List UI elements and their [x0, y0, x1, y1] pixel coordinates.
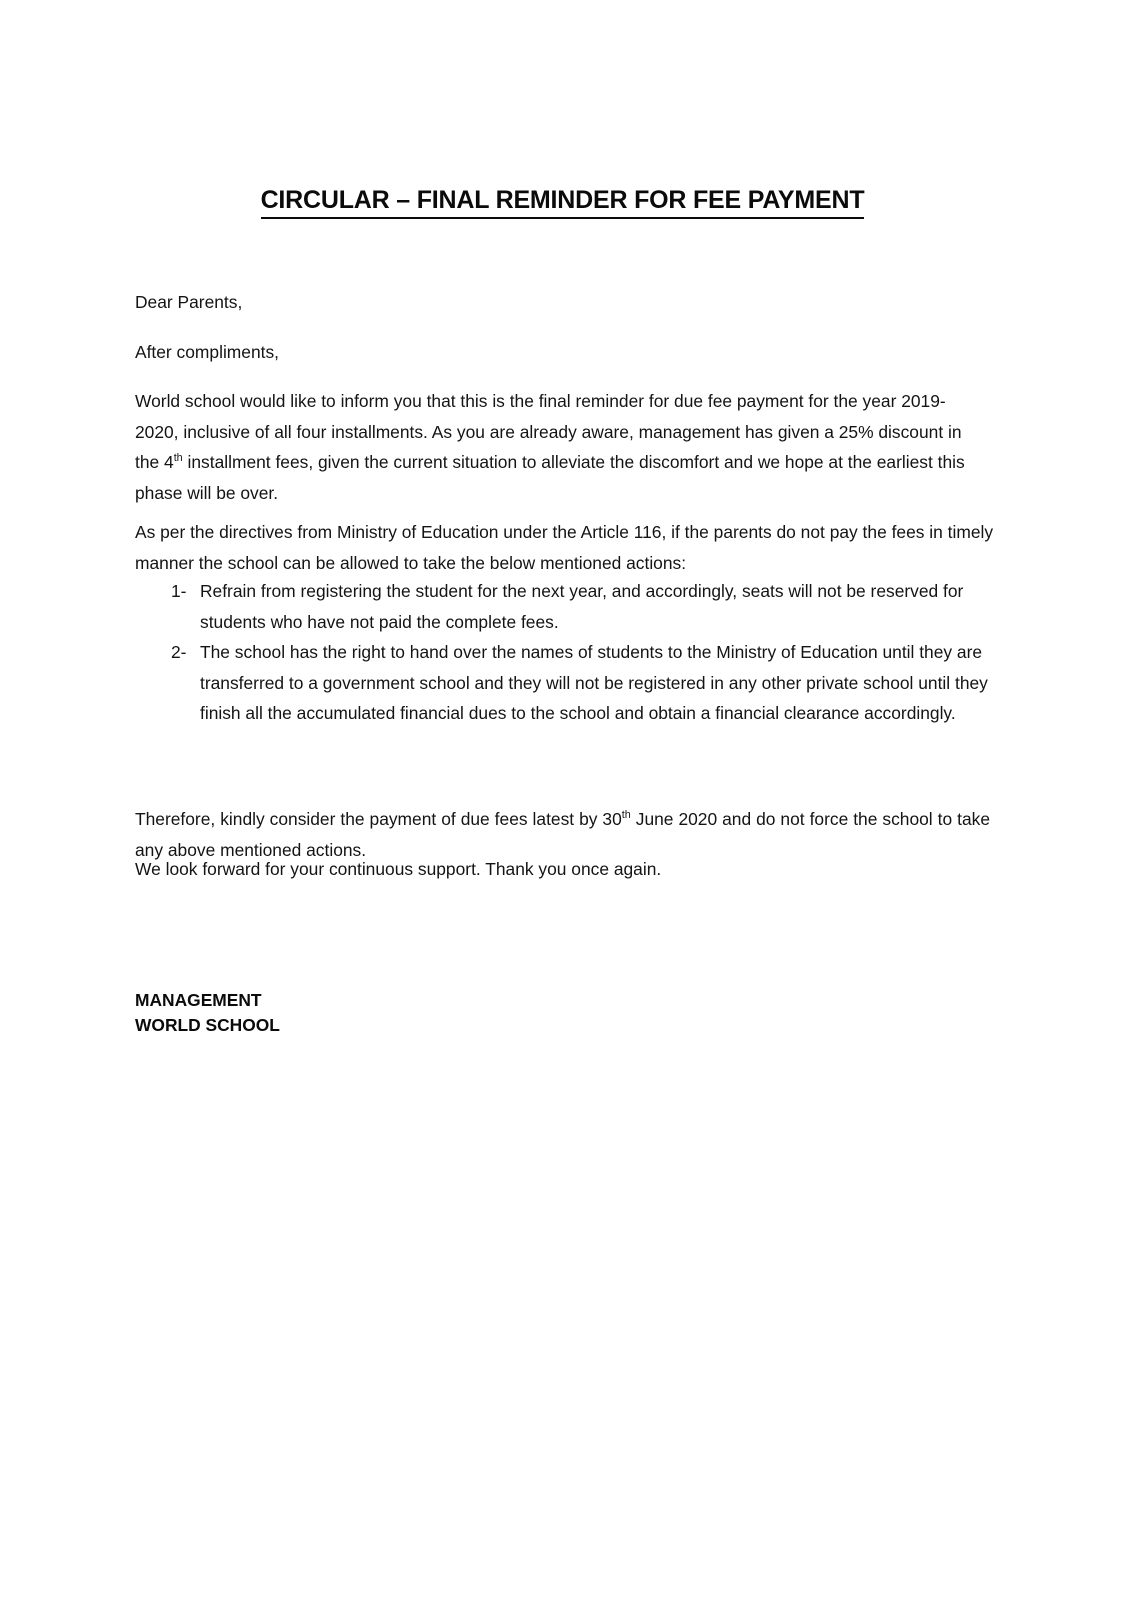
paragraph-closing-part1: Therefore, kindly consider the payment of due fees latest by 30	[135, 809, 622, 830]
list-item-text: Refrain from registering the student for the next year, and accordingly, seats will not be reserved for students who have not paid the complete fees.	[200, 581, 964, 632]
page-title	[135, 186, 990, 219]
list-item-marker: 1-	[171, 581, 187, 601]
signature-block	[135, 988, 635, 1038]
signature-line-management: MANAGEMENT	[135, 990, 262, 1010]
list-item-text: The school has the right to hand over the names of students to the Ministry of Education until they are transferred to a government school and they will not be registered in any other private school until they finish all the accumulated financial dues to the school and obtain a financial clearance accordingly.	[200, 642, 988, 724]
list-item-marker: 2-	[171, 642, 187, 663]
salutation: Dear Parents,	[135, 292, 243, 313]
paragraph-directive: As per the directives from Ministry of Education under the Article 116, if the parents do not pay the fees in timely manner the school can be allowed to take the below mentioned actions:	[135, 522, 994, 573]
ordinal-suffix-fourth: th	[173, 452, 183, 465]
paragraph-main-part1: World school would like to inform you that this is the final reminder for due fee payment for the year 2019-2020, inclusive of all four installments. As you are already aware, management has given a 25% discount in the 4	[135, 391, 962, 473]
page-title-text: CIRCULAR – FINAL REMINDER FOR FEE PAYMENT	[261, 186, 865, 219]
ordinal-suffix-thirtieth: th	[621, 809, 631, 822]
compliments-line: After compliments,	[135, 342, 279, 363]
list-item	[135, 637, 990, 729]
paragraph-main-part2: installment fees, given the current situation to alleviate the discomfort and we hope at the earliest this phase will be over.	[135, 452, 965, 503]
paragraph-thanks: We look forward for your continuous support. Thank you once again.	[135, 859, 662, 880]
paragraph-main	[135, 386, 987, 508]
paragraph-closing-part2: June 2020 and do not force the school to take any above mentioned actions.	[135, 809, 990, 860]
action-list	[135, 576, 990, 729]
signature-line-school: WORLD SCHOOL	[135, 1015, 280, 1035]
list-item	[135, 576, 990, 637]
